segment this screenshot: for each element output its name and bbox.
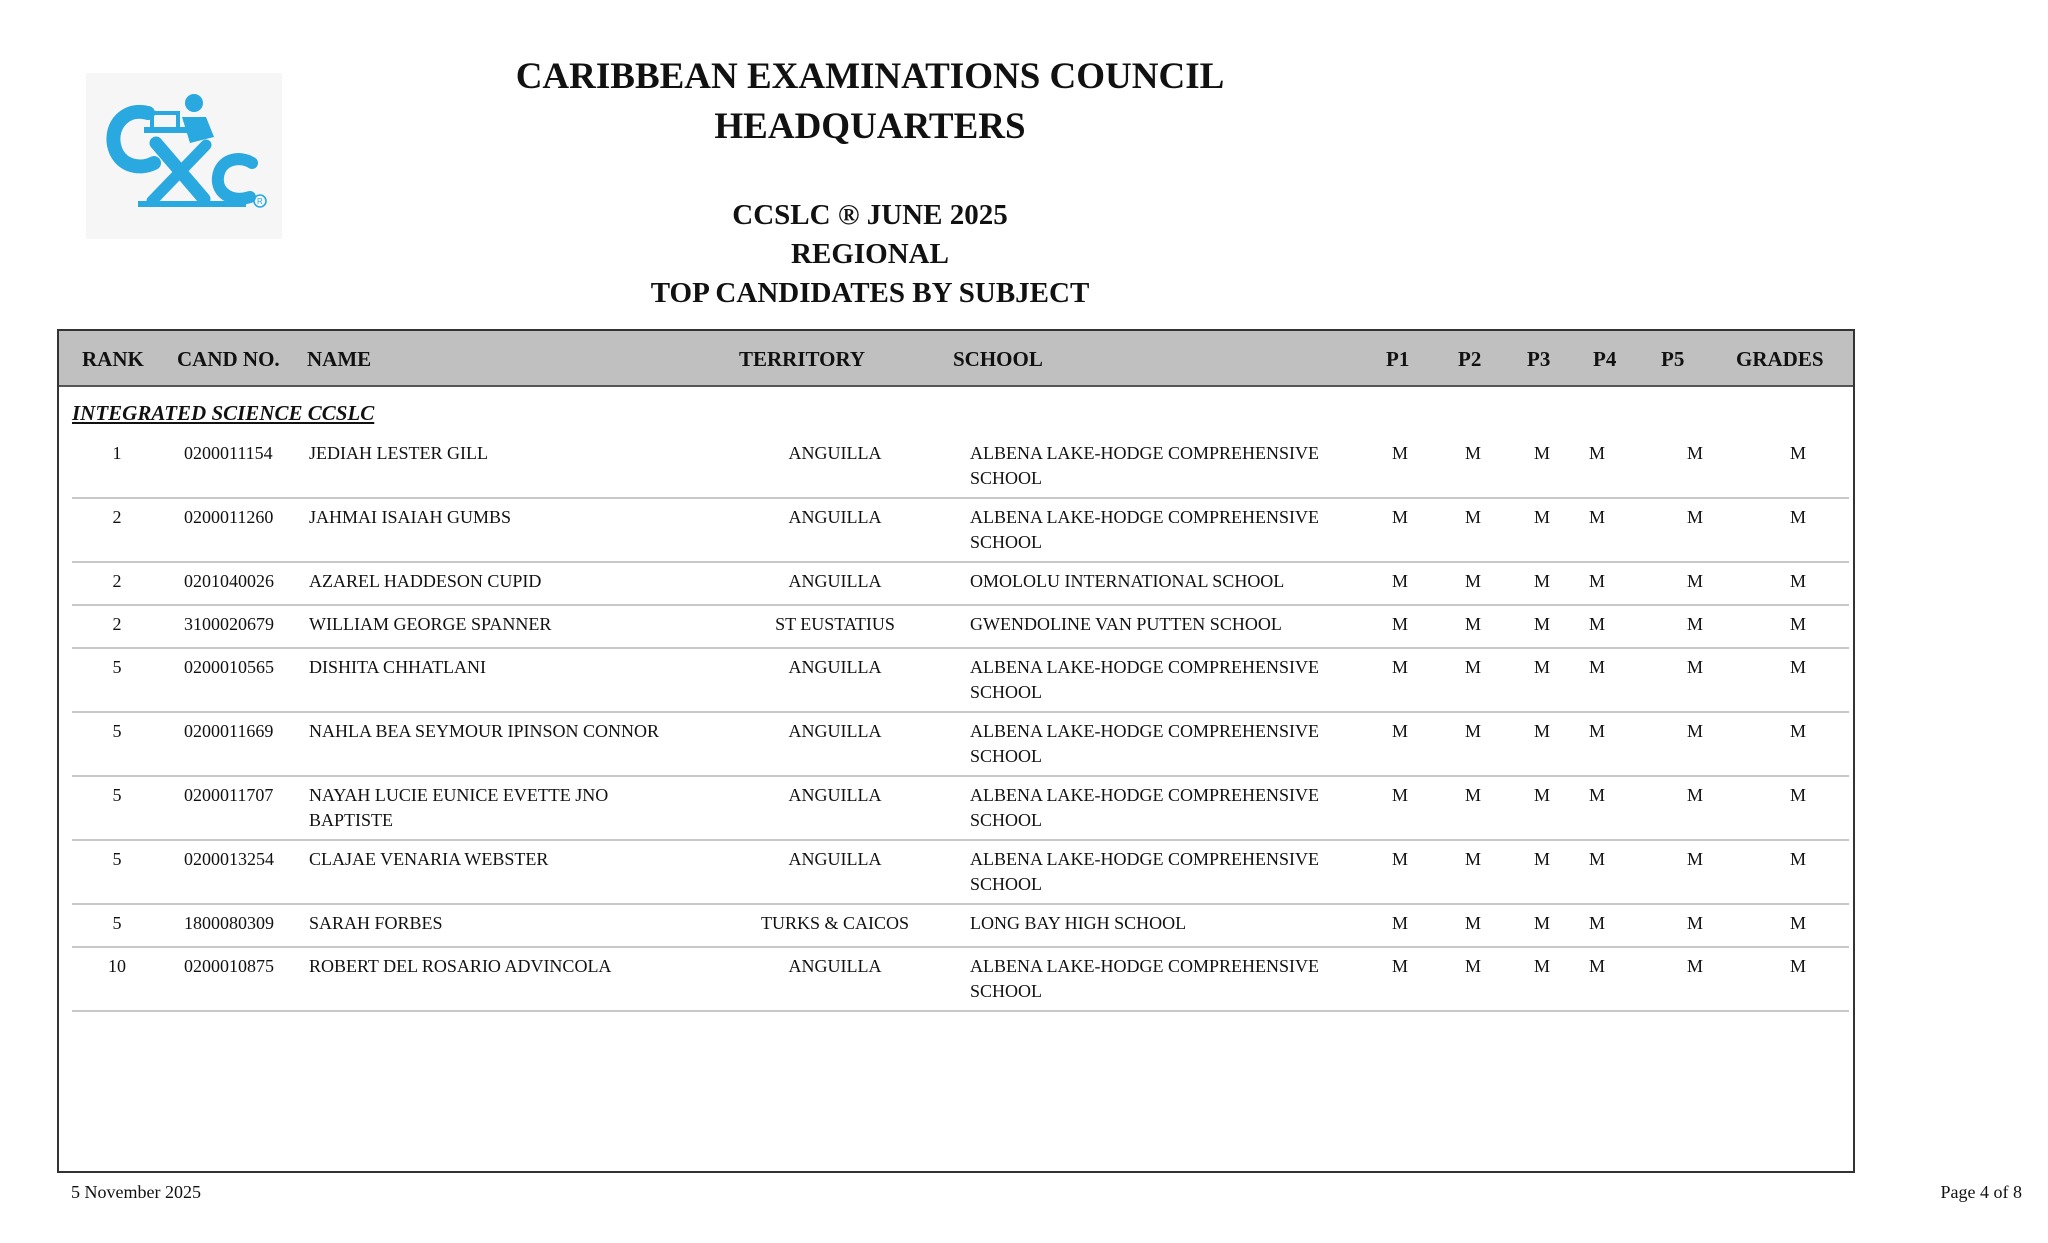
org-unit-line: HEADQUARTERS [714, 106, 1026, 147]
grade-cell: M [1789, 571, 1806, 591]
cand-no-cell: 0200011154 [184, 443, 273, 463]
org-name-line: CARIBBEAN EXAMINATIONS COUNCIL [515, 56, 1225, 97]
p1-cell: M [1391, 571, 1408, 591]
p4-cell: M [1588, 614, 1605, 634]
territory-cell: ANGUILLA [788, 443, 882, 463]
grade-cell: M [1789, 657, 1806, 677]
p5-cell: M [1686, 785, 1703, 805]
p2-cell: M [1464, 785, 1481, 805]
table-row [72, 649, 1849, 713]
column-header-cand-no: CAND NO. [177, 347, 280, 371]
p1-cell: M [1391, 721, 1408, 741]
p3-cell: M [1533, 956, 1550, 976]
school-cell: ALBENA LAKE-HODGE COMPREHENSIVE SCHOOL [970, 507, 1319, 552]
results-table [57, 329, 1855, 1173]
p4-cell: M [1588, 849, 1605, 869]
territory-cell: ANGUILLA [788, 849, 882, 869]
grade-cell: M [1789, 956, 1806, 976]
p3-cell: M [1533, 443, 1550, 463]
name-cell: WILLIAM GEORGE SPANNER [309, 614, 552, 634]
report-title [420, 52, 1320, 152]
p5-cell: M [1686, 507, 1703, 527]
school-cell: ALBENA LAKE-HODGE COMPREHENSIVE SCHOOL [970, 721, 1319, 766]
p4-cell: M [1588, 443, 1605, 463]
grade-cell: M [1789, 443, 1806, 463]
school-cell: LONG BAY HIGH SCHOOL [970, 913, 1187, 933]
p5-cell: M [1686, 956, 1703, 976]
p5-cell: M [1686, 849, 1703, 869]
cand-no-cell: 0200011669 [184, 721, 274, 741]
rank-cell: 5 [112, 721, 122, 741]
subject-heading: INTEGRATED SCIENCE CCSLC [72, 401, 375, 425]
p5-cell: M [1686, 443, 1703, 463]
cand-no-cell: 3100020679 [184, 614, 274, 634]
p1-cell: M [1391, 507, 1408, 527]
territory-cell: ANGUILLA [788, 507, 882, 527]
rank-cell: 2 [112, 614, 122, 634]
page-indicator: Page 4 of 8 [1940, 1182, 2022, 1202]
p3-cell: M [1533, 571, 1550, 591]
p4-cell: M [1588, 507, 1605, 527]
p3-cell: M [1533, 507, 1550, 527]
column-header-p3: P3 [1527, 347, 1551, 371]
column-header-p2: P2 [1458, 347, 1482, 371]
school-cell: ALBENA LAKE-HODGE COMPREHENSIVE SCHOOL [970, 443, 1319, 488]
name-cell: SARAH FORBES [309, 913, 443, 933]
rank-cell: 5 [112, 849, 122, 869]
grade-cell: M [1789, 614, 1806, 634]
cand-no-cell: 0200011707 [184, 785, 274, 805]
column-header-p1: P1 [1386, 347, 1410, 371]
p4-cell: M [1588, 956, 1605, 976]
p1-cell: M [1391, 443, 1408, 463]
column-header-school: SCHOOL [953, 347, 1043, 371]
p2-cell: M [1464, 571, 1481, 591]
p1-cell: M [1391, 785, 1408, 805]
column-header-rank: RANK [82, 347, 144, 371]
p2-cell: M [1464, 721, 1481, 741]
p4-cell: M [1588, 785, 1605, 805]
table-row [72, 499, 1849, 563]
cand-no-cell: 0200010565 [184, 657, 274, 677]
grade-cell: M [1789, 785, 1806, 805]
name-cell: AZAREL HADDESON CUPID [309, 571, 542, 591]
p2-cell: M [1464, 913, 1481, 933]
grade-cell: M [1789, 849, 1806, 869]
exam-line: CCSLC ® JUNE 2025 [732, 199, 1008, 231]
name-cell: CLAJAE VENARIA WEBSTER [309, 849, 549, 869]
school-cell: ALBENA LAKE-HODGE COMPREHENSIVE SCHOOL [970, 956, 1319, 1001]
rank-cell: 5 [112, 913, 122, 933]
p3-cell: M [1533, 913, 1550, 933]
p1-cell: M [1391, 657, 1408, 677]
territory-cell: ST EUSTATIUS [775, 614, 895, 634]
grade-cell: M [1789, 721, 1806, 741]
rank-cell: 5 [112, 657, 122, 677]
p3-cell: M [1533, 721, 1550, 741]
p5-cell: M [1686, 657, 1703, 677]
column-header-territory: TERRITORY [739, 347, 866, 371]
school-cell: OMOLOLU INTERNATIONAL SCHOOL [970, 571, 1285, 591]
table-row [72, 841, 1849, 905]
grade-cell: M [1789, 913, 1806, 933]
school-cell: GWENDOLINE VAN PUTTEN SCHOOL [970, 614, 1282, 634]
name-cell: NAYAH LUCIE EUNICE EVETTE JNO BAPTISTE [309, 785, 609, 830]
p5-cell: M [1686, 913, 1703, 933]
territory-cell: ANGUILLA [788, 571, 882, 591]
name-cell: NAHLA BEA SEYMOUR IPINSON CONNOR [309, 721, 660, 741]
p4-cell: M [1588, 913, 1605, 933]
table-row [72, 948, 1849, 1012]
cand-no-cell: 0200011260 [184, 507, 274, 527]
p2-cell: M [1464, 507, 1481, 527]
territory-cell: ANGUILLA [788, 721, 882, 741]
p5-cell: M [1686, 614, 1703, 634]
name-cell: ROBERT DEL ROSARIO ADVINCOLA [309, 956, 612, 976]
p3-cell: M [1533, 657, 1550, 677]
p3-cell: M [1533, 785, 1550, 805]
territory-cell: ANGUILLA [788, 785, 882, 805]
report-subtitle [420, 196, 1320, 313]
table-body [72, 435, 1849, 1012]
p1-cell: M [1391, 614, 1408, 634]
report-type-line: TOP CANDIDATES BY SUBJECT [650, 277, 1090, 309]
column-header-p4: P4 [1593, 347, 1617, 371]
school-cell: ALBENA LAKE-HODGE COMPREHENSIVE SCHOOL [970, 657, 1319, 702]
p1-cell: M [1391, 956, 1408, 976]
p2-cell: M [1464, 956, 1481, 976]
cxc-logo [86, 73, 282, 239]
territory-cell: ANGUILLA [788, 657, 882, 677]
p1-cell: M [1391, 849, 1408, 869]
rank-cell: 5 [112, 785, 122, 805]
p2-cell: M [1464, 443, 1481, 463]
table-row [72, 905, 1849, 948]
table-row [72, 606, 1849, 649]
rank-cell: 10 [108, 956, 126, 976]
cand-no-cell: 0200010875 [184, 956, 274, 976]
rank-cell: 2 [112, 571, 122, 591]
column-header-name: NAME [307, 347, 372, 371]
column-header-p5: P5 [1661, 347, 1685, 371]
school-cell: ALBENA LAKE-HODGE COMPREHENSIVE SCHOOL [970, 785, 1319, 830]
table-row [72, 777, 1849, 841]
p2-cell: M [1464, 849, 1481, 869]
rank-cell: 1 [112, 443, 122, 463]
table-row [72, 563, 1849, 606]
p4-cell: M [1588, 721, 1605, 741]
table-row [72, 435, 1849, 499]
scope-line: REGIONAL [791, 238, 949, 270]
cand-no-cell: 0200013254 [184, 849, 274, 869]
table-row [72, 713, 1849, 777]
p5-cell: M [1686, 721, 1703, 741]
cand-no-cell: 0201040026 [184, 571, 274, 591]
p4-cell: M [1588, 571, 1605, 591]
cxc-logo-icon [86, 73, 282, 239]
footer-date: 5 November 2025 [71, 1182, 201, 1202]
grade-cell: M [1789, 507, 1806, 527]
school-cell: ALBENA LAKE-HODGE COMPREHENSIVE SCHOOL [970, 849, 1319, 894]
name-cell: DISHITA CHHATLANI [309, 657, 487, 677]
name-cell: JAHMAI ISAIAH GUMBS [309, 507, 512, 527]
territory-cell: TURKS & CAICOS [760, 913, 910, 933]
table-header [59, 331, 1853, 387]
rank-cell: 2 [112, 507, 122, 527]
column-header-grades: GRADES [1736, 347, 1824, 371]
name-cell: JEDIAH LESTER GILL [309, 443, 488, 463]
p2-cell: M [1464, 614, 1481, 634]
p1-cell: M [1391, 913, 1408, 933]
svg-text:R: R [257, 197, 263, 206]
territory-cell: ANGUILLA [788, 956, 882, 976]
p3-cell: M [1533, 614, 1550, 634]
p2-cell: M [1464, 657, 1481, 677]
p5-cell: M [1686, 571, 1703, 591]
cand-no-cell: 1800080309 [184, 913, 274, 933]
p3-cell: M [1533, 849, 1550, 869]
p4-cell: M [1588, 657, 1605, 677]
